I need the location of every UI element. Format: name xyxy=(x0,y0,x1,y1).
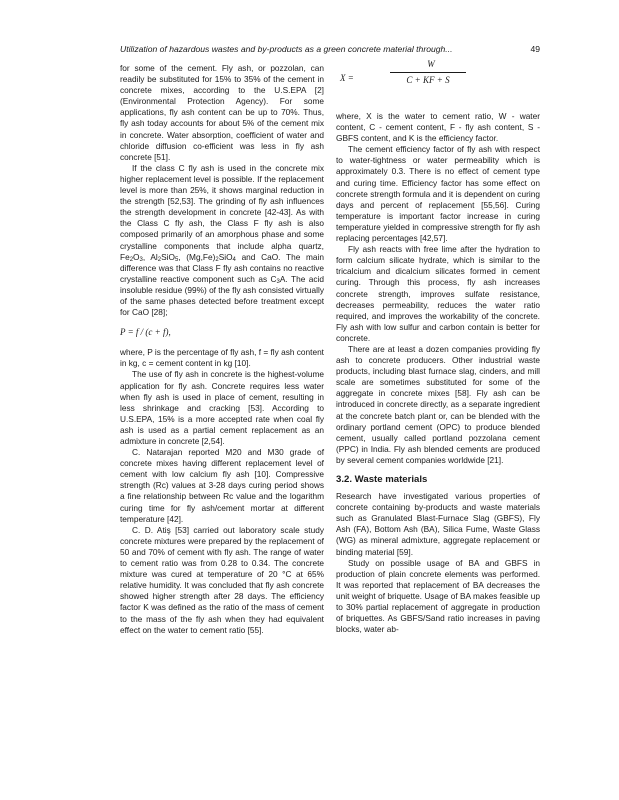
fraction-bar xyxy=(390,72,466,73)
equation-denominator: C + KF + S xyxy=(406,75,450,85)
paragraph: C. Natarajan reported M20 and M30 grade of concrete mixes having different replacement level of cement with low calcium fly ash [10]. Compressive strength (Rc) values at 3-28 days curing period shows a fine relationship between Rc value and the logarithm curing time for fly ash/cement mortar at different temperature [42]. xyxy=(120,447,324,524)
paragraph: The cement efficiency factor of fly ash with respect to water-tightness or water permeability which is approximately 0.3. There is no effect of cement type and curing time. Efficiency factor has some effect on concrete strength formula and it is dependent on curing days and percent of replacement [55,56]. Curing temperature is important factor increase in curing temperature yielded in compressive strength for fly ash replacing percentages [42,57]. xyxy=(336,144,540,244)
equation-numerator: W xyxy=(427,59,435,69)
paragraph: for some of the cement. Fly ash, or pozzolan, can readily be substituted for 15% to 35% of the cement in concrete mixes, according to the U.S.EPA [2] (Environmental Protection Agency). For some applications, fly ash content can be up to 70%. Thus, fly ash today accounts for about 5% of the cement mix in concrete. Water absorption, coefficient of water and chloride diffusion co-efficient was less in fly ash concrete [51]. xyxy=(120,63,324,162)
right-column xyxy=(336,59,540,635)
running-title: Utilization of hazardous wastes and by-products as a green concrete material through... xyxy=(120,44,453,54)
running-header xyxy=(120,44,540,54)
paragraph: Study on possible usage of BA and GBFS in production of plain concrete elements was performed. It was reported that replacement of BA decreases the unit weight of briquette. Usage of BA makes feasible up to 30% partial replacement of aggregate in production of briquettes. As GBFS/Sand ratio increases in paving blocks, water ab- xyxy=(336,557,540,635)
equation-fly-ash-percentage: P = f / (c + f), xyxy=(120,327,171,338)
section-heading: 3.2. Waste materials xyxy=(336,474,428,485)
equation-water-cement-ratio xyxy=(336,59,540,103)
equation-lhs: X = xyxy=(340,73,354,83)
page-number: 49 xyxy=(530,44,540,54)
paragraph: where, X is the water to cement ratio, W - water content, C - cement content, F - fly ash content, S - GBFS content, and K is the efficiency factor. xyxy=(336,111,540,144)
paragraph: where, P is the percentage of fly ash, f = fly ash content in kg, c = cement content in kg [10]. xyxy=(120,347,324,369)
paragraph-fly-ash-composition: If the class C fly ash is used in the concrete mix higher replacement level is possible. If the replacement level is more than 25%, it shows marginal reduction in the strength [52,53]. The grinding of fly ash influences the strength development in concrete [42-43]. As with the Class C fly ash, the Class F fly ash is also composed primarily of an amorphous phase and some crystalline components that include alpha quartz, $Fe_2O_3$, $Al_2SiO_5$, $(Mg,Fe)_2SiO_4$ and CaO. The main difference was that Class F fly ash contains no reactive crystalline reactive component such as $C_3A$. The acid insoluble residue (99%) of the fly ash consisted virtually of the same phases detected before treatment except for CaO [28]; xyxy=(120,162,324,318)
paragraph: Fly ash reacts with free lime after the hydration to form calcium silicate hydrate, which is similar to the tricalcium and dicalcium silicates formed in cement curing. Through this process, fly ash increases concrete strength, improves sulfate resistance, decreases permeability, reduces the water ratio required, and improves the workability of the concrete. Fly ash with low sulfur and carbon contain is better for concrete. xyxy=(336,244,540,343)
paragraph: The use of fly ash in concrete is the highest-volume application for fly ash. Concrete requires less water when fly ash is used in place of cement, resulting in less shrinkage and cracking [53]. According to U.S.EPA, 15% is a more accepted rate when coal fly ash is used as a partial cement replacement as an admixture in concrete [2,54]. xyxy=(120,369,324,446)
paragraph: There are at least a dozen companies providing fly ash to concrete producers. Other industrial waste products, including blast furnace slag, cinders, and mill scale are sometimes substituted for some of the aggregate in concrete mixes [58]. Fly ash can be introduced in concrete directly, as a separate ingredient at the concrete batch plant or, can be blended with the ordinary portland cement (OPC) to produce blended cement, usually called portland pozzolana cement (PPC) in India. Fly ash blended cements are produced by several cement companies worldwide [21]. xyxy=(336,343,540,465)
left-column xyxy=(120,63,324,636)
paragraph: Research have investigated various properties of concrete containing by-products and waste materials such as Granulated Blast-Furnace Slag (GBFS), Fly Ash (FA), Bottom Ash (BA), Silica Fume, Waste Glass (WG) as mineral admixture, aggregate replacement or binding material [59]. xyxy=(336,491,540,557)
paragraph: C. D. Atiş [53] carried out laboratory scale study concrete mixtures were prepared by the replacement of 50 and 70% of cement with fly ash. The range of water to cement ratio was from 0.28 to 0.34. The concrete mixture was cured at temperature of 20 °C at 65% relative humidity. It was concluded that fly ash concrete showed higher strength after 28 days. The efficiency factor K was defined as the ratio of the mass of cement to the mass of the fly ash when they had equivalent effect on the water to cement ratio [55]. xyxy=(120,524,324,635)
